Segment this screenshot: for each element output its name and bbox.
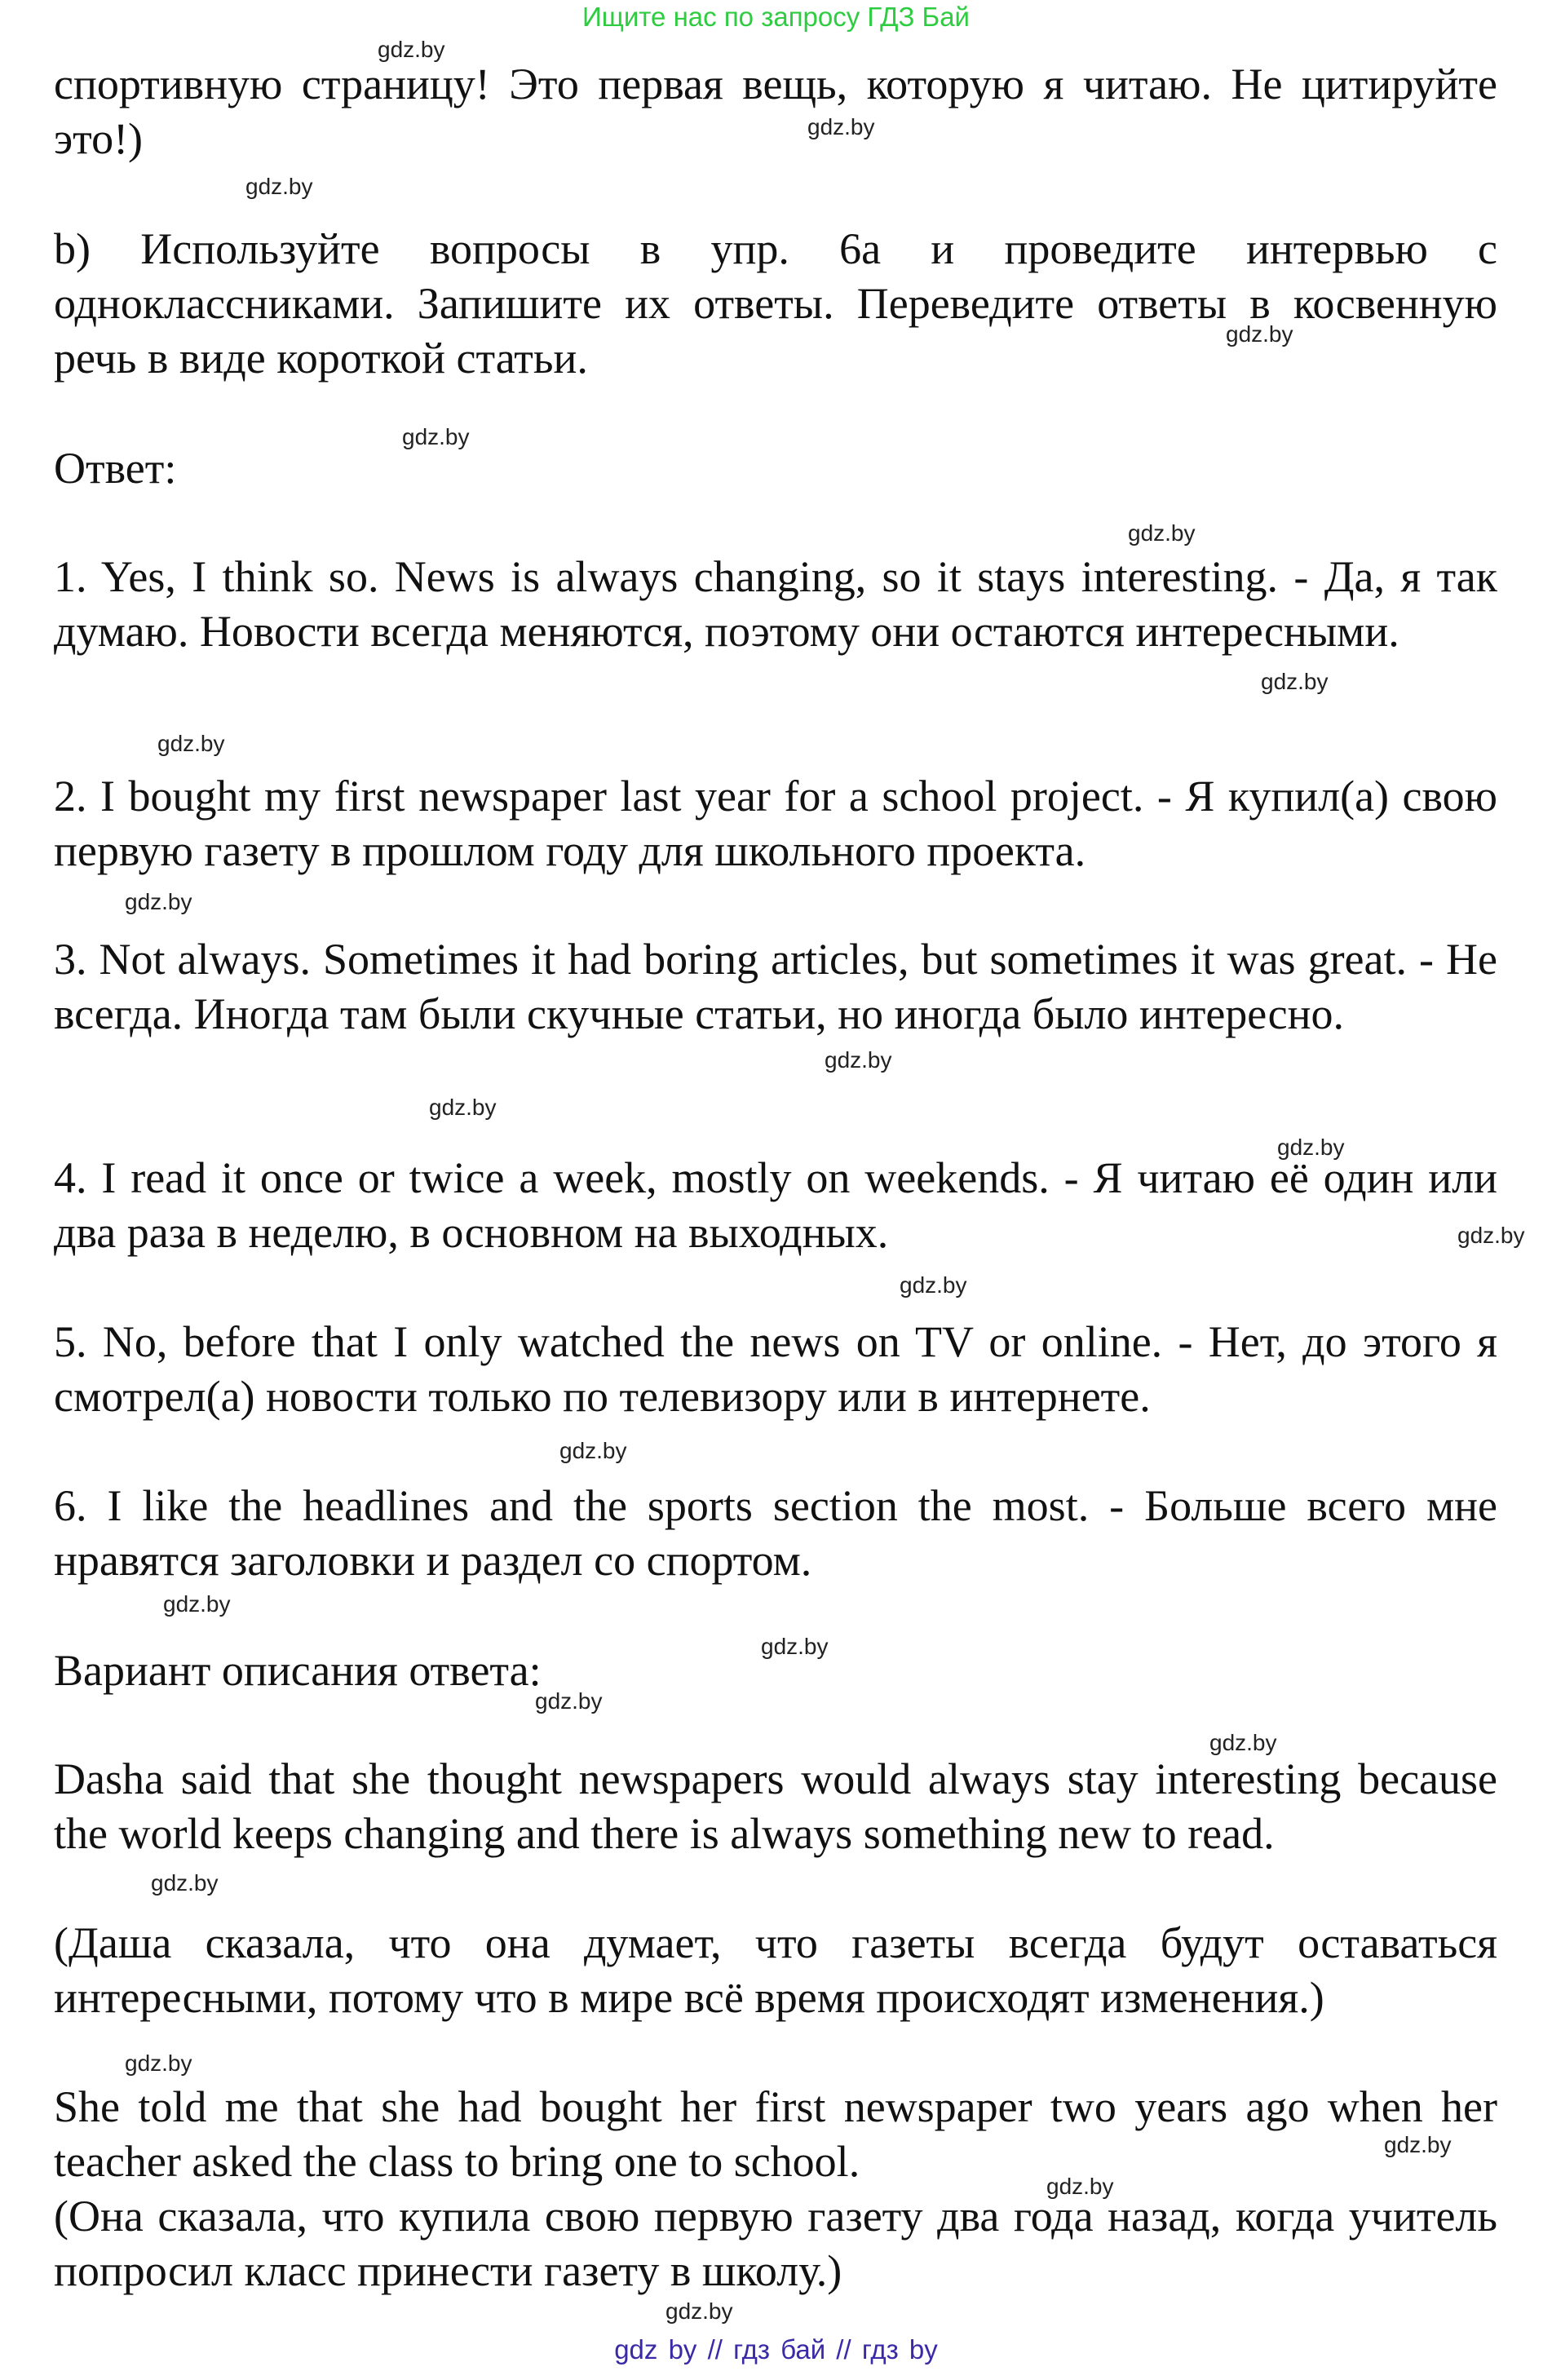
watermark-label: gdz.by [157, 731, 225, 756]
watermark-label: gdz.by [1277, 1135, 1345, 1160]
watermark-label: gdz.by [1046, 2174, 1114, 2199]
answer-item-6: 6. I like the headlines and the sports section the most. - Больше всего мне нравятся заголовки и раздел со спортом. [54, 1481, 1497, 1585]
watermark-label: gdz.by [761, 1634, 829, 1659]
watermark-label: gdz.by [163, 1591, 231, 1617]
intro-paragraph-tail: спортивную страницу! Это первая вещь, которую я читаю. Не цитируйте это!) [54, 60, 1497, 163]
watermark-label: gdz.by [1226, 321, 1293, 347]
watermark-label: gdz.by [1384, 2132, 1452, 2157]
watermark-label: gdz.by [1209, 1730, 1277, 1755]
watermark-label: gdz.by [807, 114, 875, 139]
answer-item-4: 4. I read it once or twice a week, mostly on weekends. - Я читаю её один или два раза в неделю, в основном на выходных. [54, 1153, 1497, 1257]
search-hint-banner: Ищите нас по запросу ГДЗ Бай [582, 2, 970, 32]
report-paragraph-russian-2: (Она сказала, что купила свою первую газету два года назад, когда учитель попросил класс принести газету в школу.) [54, 2192, 1497, 2295]
watermark-label: gdz.by [378, 37, 445, 62]
answer-heading: Ответ: [54, 444, 177, 493]
watermark-label: gdz.by [125, 2050, 192, 2076]
report-paragraph-english-2: She told me that she had bought her first newspaper two years ago when her teacher asked the class to bring one to school. [54, 2082, 1497, 2186]
variant-heading: Вариант описания ответа: [54, 1646, 542, 1695]
watermark-label: gdz.by [402, 424, 470, 449]
footer-site-links: gdz by // гдз бай // гдз by [614, 2334, 938, 2365]
watermark-label: gdz.by [1261, 669, 1329, 694]
watermark-label: gdz.by [1128, 520, 1196, 546]
answer-item-3: 3. Not always. Sometimes it had boring articles, but sometimes it was great. - Не всегда. Иногда там были скучные статьи, но иногда было интересно. [54, 935, 1497, 1038]
report-paragraph-russian-1: (Даша сказала, что она думает, что газеты всегда будут оставаться интересными, потому что в мире всё время происходят изменения.) [54, 1918, 1497, 2022]
watermark-label: gdz.by [900, 1272, 967, 1298]
watermark-label: gdz.by [429, 1095, 497, 1120]
watermark-label: gdz.by [559, 1438, 627, 1463]
report-paragraph-english-1: Dasha said that she thought newspapers would always stay interesting because the world keeps changing and there is always something new to read. [54, 1754, 1497, 1858]
watermark-label: gdz.by [125, 889, 192, 914]
watermark-label: gdz.by [151, 1870, 219, 1896]
answer-item-2: 2. I bought my first newspaper last year for a school project. - Я купил(а) свою первую газету в прошлом году для школьного проекта. [54, 772, 1497, 875]
watermark-label: gdz.by [535, 1688, 603, 1714]
answer-item-5: 5. No, before that I only watched the news on TV or online. - Нет, до этого я смотрел(а) новости только по телевизору или в интернете. [54, 1317, 1497, 1421]
answer-item-1: 1. Yes, I think so. News is always changing, so it stays interesting. - Да, я так думаю. Новости всегда меняются, поэтому они остаются интересными. [54, 552, 1497, 656]
watermark-label: gdz.by [245, 174, 313, 199]
watermark-label: gdz.by [825, 1047, 892, 1073]
watermark-label: gdz.by [1457, 1223, 1525, 1248]
watermark-label: gdz.by [665, 2298, 733, 2324]
task-b-instructions: b) Используйте вопросы в упр. 6а и проведите интервью с одноклассниками. Запишите их ответы. Переведите ответы в косвенную речь в виде короткой статьи. [54, 224, 1497, 383]
